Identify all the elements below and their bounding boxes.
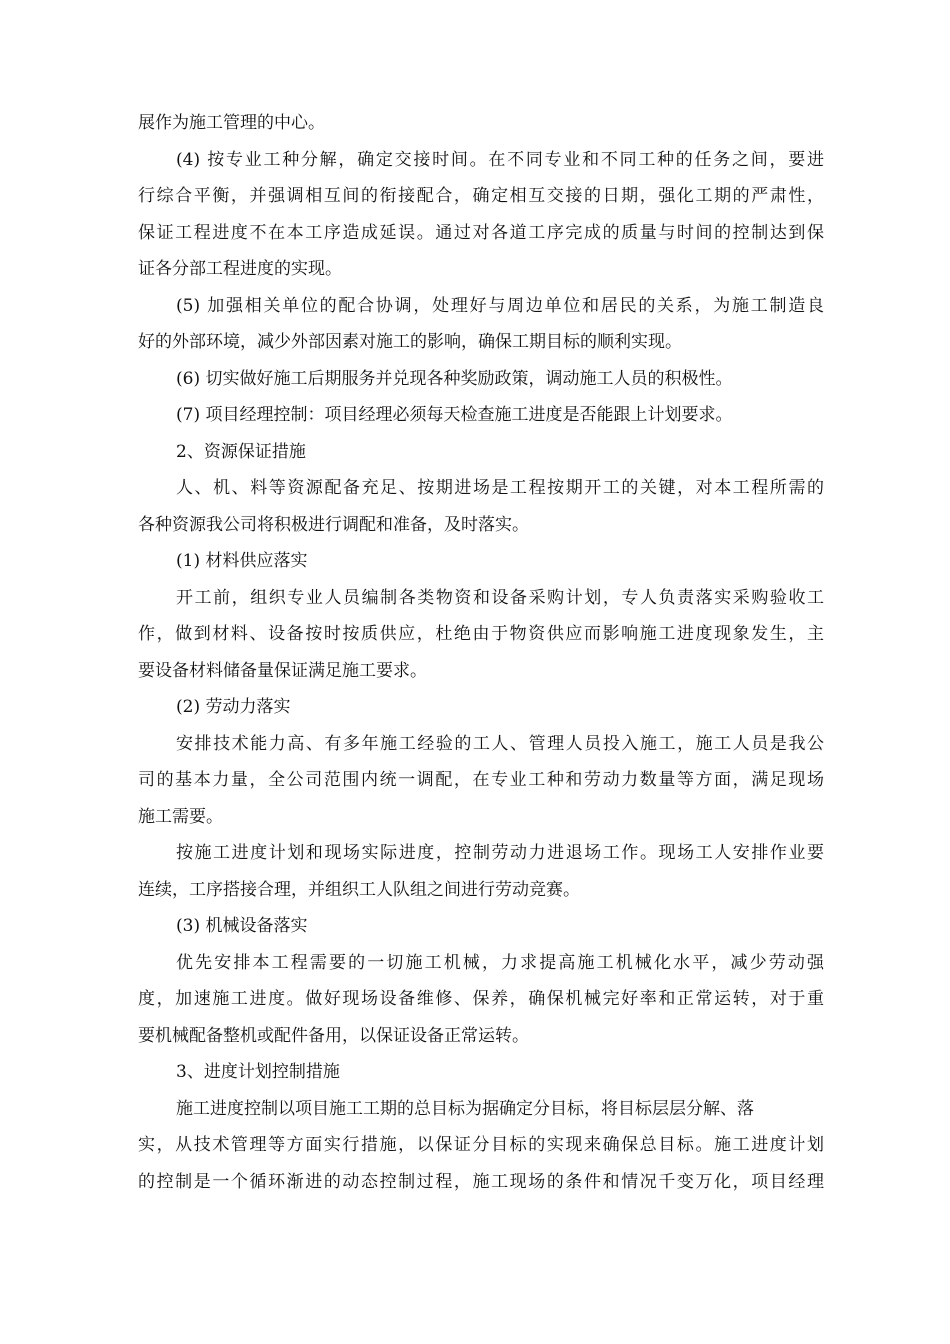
text-line: (6) 切实做好施工后期服务并兑现各种奖励政策，调动施工人员的积极性。 (176, 368, 733, 389)
text-line: (2) 劳动力落实 (176, 697, 291, 717)
text-line: 作，做到材料、设备按时按质供应，杜绝由于物资供应而影响施工进度现象发生，主 (138, 624, 824, 644)
text-line: (4) 按专业工种分解，确定交接时间。在不同专业和不同工种的任务之间，要进 (176, 149, 824, 170)
document-page (138, 105, 824, 1200)
text-line: 的控制是一个循环渐进的动态控制过程，施工现场的条件和情况千变万化，项目经理 (138, 1171, 824, 1192)
text-line: 施工进度控制以项目施工工期的总目标为据确定分目标，将目标层层分解、落 (176, 1098, 754, 1119)
text-line: 安排技术能力高、有多年施工经验的工人、管理人员投入施工，施工人员是我公 (176, 733, 824, 754)
text-line: 优先安排本工程需要的一切施工机械，力求提高施工机械化水平，减少劳动强 (176, 952, 824, 973)
text-line: 保证工程进度不在本工序造成延误。通过对各道工序完成的质量与时间的控制达到保 (138, 222, 824, 243)
text-line: 展作为施工管理的中心。 (138, 113, 325, 133)
text-line: 行综合平衡，并强调相互间的衔接配合，确定相互交接的日期，强化工期的严肃性， (138, 186, 824, 206)
text-line: 开工前，组织专业人员编制各类物资和设备采购计划，专人负责落实采购验收工 (176, 587, 824, 608)
text-line: 好的外部环境，减少外部因素对施工的影响，确保工期目标的顺利实现。 (138, 332, 682, 352)
text-line: 各种资源我公司将积极进行调配和准备，及时落实。 (138, 514, 529, 535)
text-line: (7) 项目经理控制：项目经理必须每天检查施工进度是否能跟上计划要求。 (176, 405, 733, 425)
text-line: (5) 加强相关单位的配合协调，处理好与周边单位和居民的关系，为施工制造良 (176, 295, 824, 316)
text-line: 3、进度计划控制措施 (176, 1062, 340, 1082)
text-line: 按施工进度计划和现场实际进度，控制劳动力进退场工作。现场工人安排作业要 (176, 843, 824, 863)
text-line: 要设备材料储备量保证满足施工要求。 (138, 660, 427, 681)
text-line: 2、资源保证措施 (176, 441, 306, 462)
text-line: 实，从技术管理等方面实行措施，以保证分目标的实现来确保总目标。施工进度计划 (138, 1135, 824, 1155)
text-line: 证各分部工程进度的实现。 (138, 259, 342, 279)
text-line: 司的基本力量，全公司范围内统一调配，在专业工种和劳动力数量等方面，满足现场 (138, 770, 824, 790)
text-line: 度，加速施工进度。做好现场设备维修、保养，确保机械完好率和正常运转，对于重 (138, 989, 824, 1009)
text-line: 人、机、料等资源配备充足、按期进场是工程按期开工的关键，对本工程所需的 (176, 478, 824, 498)
text-line: 连续，工序搭接合理，并组织工人队组之间进行劳动竞赛。 (138, 879, 580, 900)
text-line: 施工需要。 (138, 806, 223, 827)
text-line: (3) 机械设备落实 (176, 916, 308, 936)
text-line: 要机械配备整机或配件备用，以保证设备正常运转。 (138, 1025, 529, 1046)
text-line: (1) 材料供应落实 (176, 551, 308, 571)
